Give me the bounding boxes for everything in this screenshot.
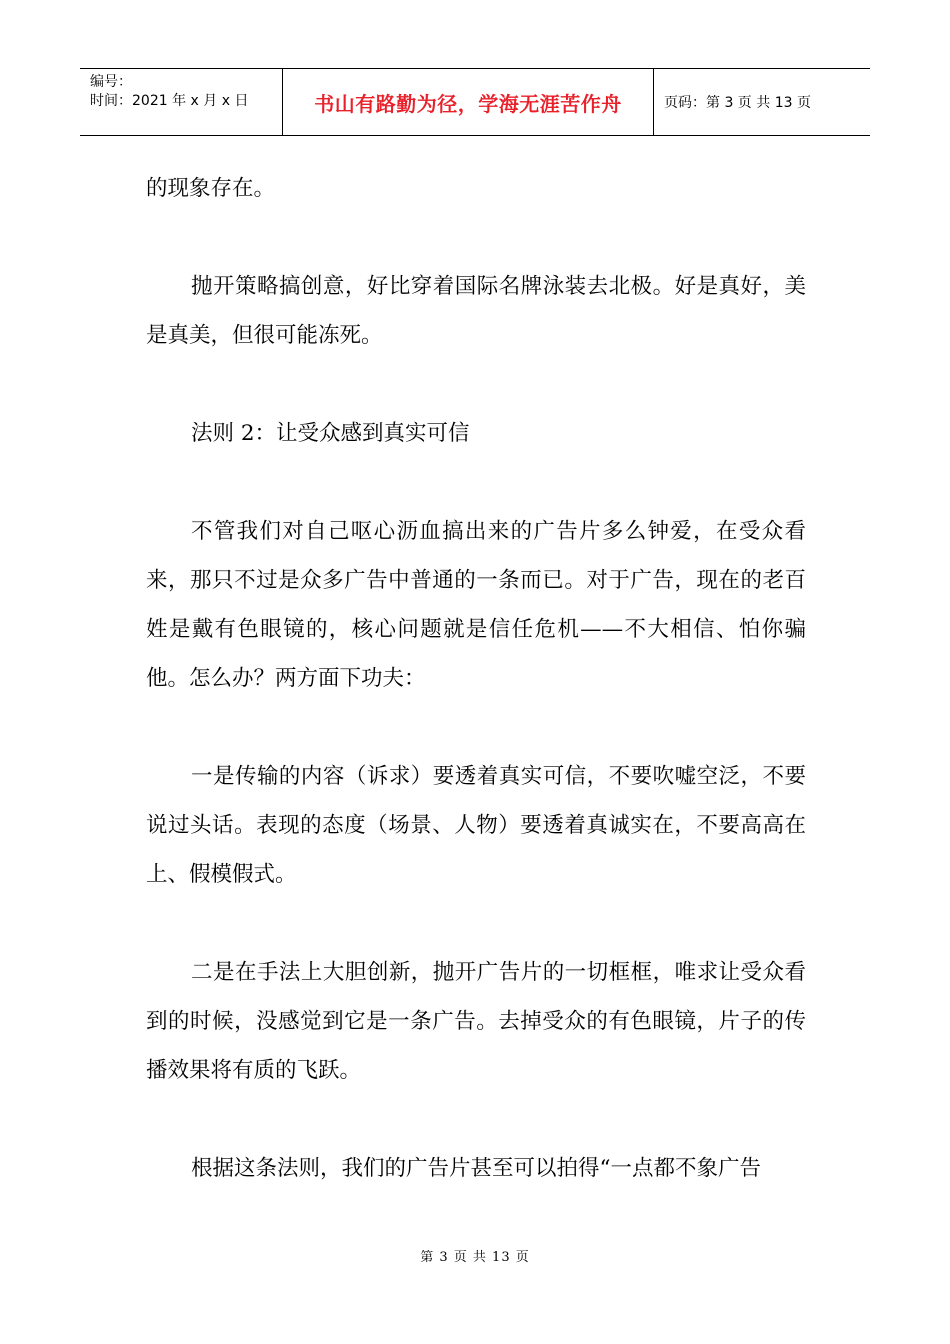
document-body xyxy=(146,164,806,1242)
header-page-cell xyxy=(654,69,870,135)
section-heading: 法则 2：让受众感到真实可信 xyxy=(191,421,470,446)
paragraph: 抛开策略搞创意，好比穿着国际名牌泳装去北极。好是真好，美是真美，但很可能冻死。 xyxy=(146,274,806,348)
header-meta-cell xyxy=(80,69,283,135)
motto-text: 书山有路勤为径，学海无涯苦作舟 xyxy=(314,91,622,116)
paragraph: 二是在手法上大胆创新，抛开广告片的一切框框，唯求让受众看到的时候，没感觉到它是一条广告。去掉受众的有色眼镜，片子的传播效果将有质的飞跃。 xyxy=(146,960,806,1083)
code-label: 编号： xyxy=(90,74,132,90)
header-page-info: 页码：第 3 页 共 13 页 xyxy=(664,95,811,111)
footer-page-number: 第 3 页 共 13 页 xyxy=(420,1250,530,1265)
date-label: 时间：2021 年 x 月 x 日 xyxy=(90,93,249,109)
header-motto-cell xyxy=(283,69,654,135)
paragraph: 根据这条法则，我们的广告片甚至可以拍得“一点都不象广告 xyxy=(191,1156,761,1181)
paragraph-continuation: 的现象存在。 xyxy=(146,176,276,201)
paragraph: 不管我们对自己呕心沥血搞出来的广告片多么钟爱，在受众看来，那只不过是众多广告中普通的一条而已。对于广告，现在的老百姓是戴有色眼镜的，核心问题就是信任危机——不大相信、怕你骗他。怎么办？两方面下功夫： xyxy=(146,519,806,691)
page-header xyxy=(80,68,870,136)
page-footer xyxy=(0,1246,950,1265)
paragraph: 一是传输的内容（诉求）要透着真实可信，不要吹嘘空泛，不要说过头话。表现的态度（场景、人物）要透着真诚实在，不要高高在上、假模假式。 xyxy=(146,764,806,887)
